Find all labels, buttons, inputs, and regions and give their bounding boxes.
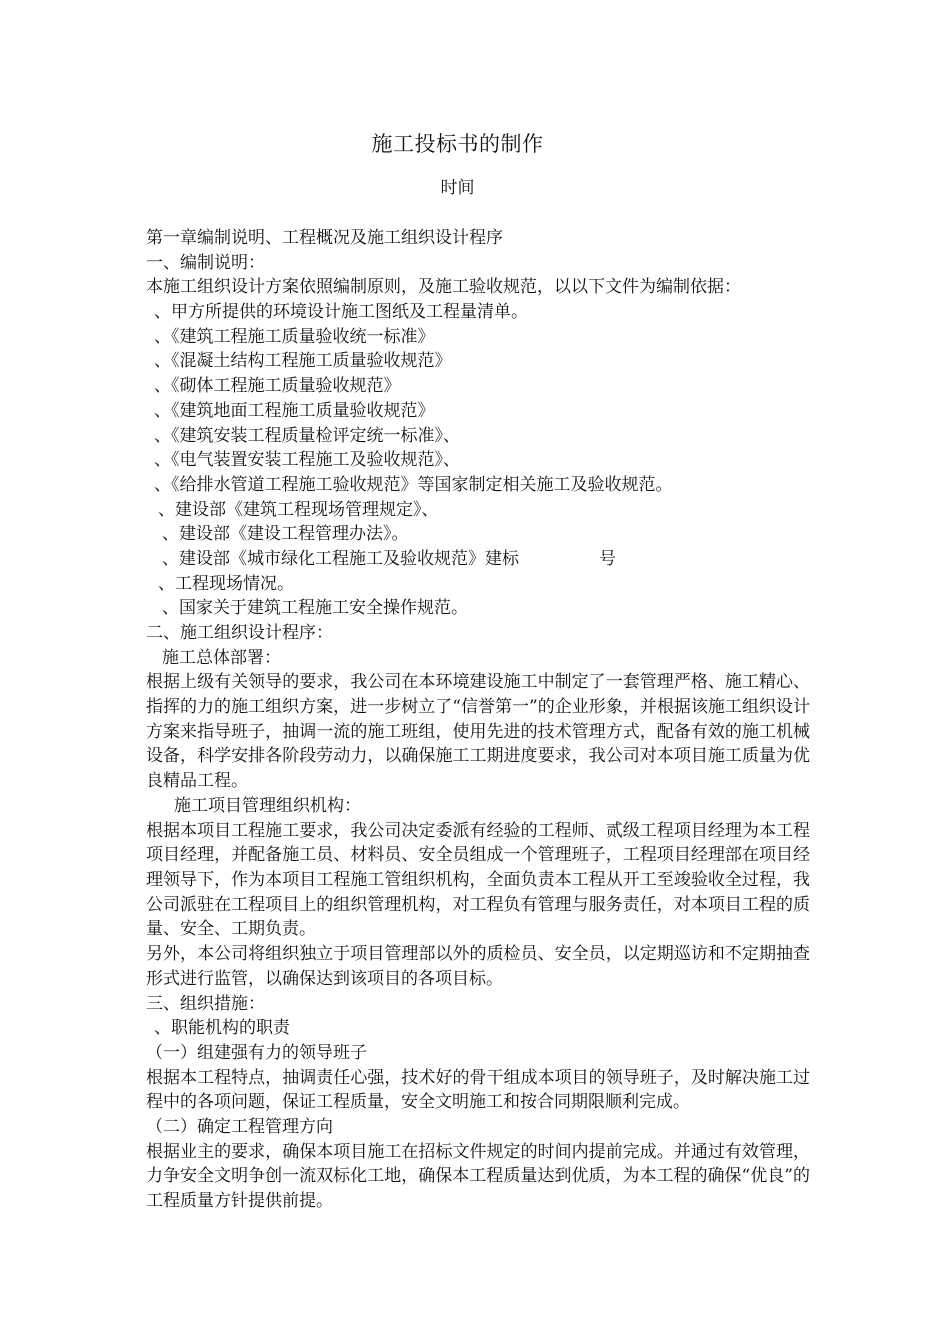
document-body	[146, 226, 810, 1214]
subsection-heading: （一）组建强有力的领导班子	[146, 1042, 367, 1063]
paragraph: 根据本工程特点，抽调责任心强，技术好的骨干组成本项目的领导班子，及时解决施工过程中的各项问题，保证工程质量，安全文明施工和按合同期限顺利完成。	[146, 1067, 810, 1113]
paragraph: 根据上级有关领导的要求，我公司在本环境建设施工中制定了一套管理严格、施工精心、指挥的力的施工组织方案，进一步树立了“信誉第一”的企业形象，并根据该施工组织设计方案来指导班子，抽调一流的施工班组，使用先进的技术管理方式，配备有效的施工机械设备，科学安排各阶段劳动力，以确保施工工期进度要求，我公司对本项目施工质量为优良精品工程。	[146, 672, 810, 792]
paragraph: 根据业主的要求，确保本项目施工在招标文件规定的时间内提前完成。并通过有效管理，力争安全文明争创一流双标化工地，确保本工程质量达到优质，为本工程的确保“优良”的工程质量方针提供前提。	[146, 1141, 810, 1212]
reference-item-text: 、建设部《城市绿化工程施工及验收规范》建标	[162, 548, 519, 569]
section-heading-2: 二、施工组织设计程序：	[146, 623, 333, 643]
paragraph: 另外，本公司将组织独立于项目管理部以外的质检员、安全员，以定期巡访和不定期抽查形式进行监管，以确保达到该项目的各项目标。	[146, 944, 810, 989]
reference-item: 、《建筑工程施工质量验收统一标准》	[154, 326, 435, 347]
reference-item: 、《建筑安装工程质量检评定统一标准》、	[154, 425, 460, 446]
subsection-heading: 施工总体部署：	[162, 647, 281, 668]
paragraph: 根据本项目工程施工要求，我公司决定委派有经验的工程师、贰级工程项目经理为本工程项目经理，并配备施工员、材料员、安全员组成一个管理班子，工程项目经理部在项目经理领导下，作为本项目工程施工管组织机构，全面负责本工程从开工至竣验收全过程，我公司派驻在工程项目上的组织管理机构，对工程负有管理与服务责任，对本项目工程的质量、安全、工期负责。	[146, 820, 810, 940]
subsection-heading: （二）确定工程管理方向	[146, 1116, 333, 1137]
reference-item: 、《电气装置安装工程施工及验收规范》、	[154, 450, 460, 471]
reference-item: 、建设部《建设工程管理办法》。	[162, 524, 409, 545]
document-title: 施工投标书的制作	[371, 132, 544, 156]
reference-item-suffix: 号	[599, 548, 616, 569]
reference-item: 、建设部《建筑工程现场管理规定》、	[158, 499, 439, 520]
reference-item: 、《建筑地面工程施工质量验收规范》	[154, 400, 435, 421]
reference-item: 、国家关于建筑工程施工安全操作规范。	[162, 598, 468, 619]
document-subtitle: 时间	[440, 178, 475, 198]
section-heading-1: 一、编制说明：	[146, 252, 265, 273]
chapter-heading: 第一章编制说明、工程概况及施工组织设计程序	[146, 228, 503, 248]
reference-item: 、甲方所提供的环境设计施工图纸及工程量清单。	[154, 302, 528, 323]
reference-item: 、《混凝土结构工程施工质量验收规范》	[154, 351, 452, 372]
reference-item: 、《砌体工程施工质量验收规范》	[154, 376, 401, 397]
section-1-intro: 本施工组织设计方案依照编制原则，及施工验收规范，以以下文件为编制依据：	[146, 277, 741, 298]
subsection-heading: 、职能机构的职责	[154, 1018, 290, 1039]
reference-item	[146, 547, 810, 572]
reference-item: 、工程现场情况。	[158, 573, 294, 594]
subsection-heading: 施工项目管理组织机构：	[174, 795, 361, 816]
section-heading-3: 三、组织措施：	[146, 993, 265, 1014]
reference-item: 、《给排水管道工程施工验收规范》等国家制定相关施工及验收规范。	[154, 474, 673, 495]
